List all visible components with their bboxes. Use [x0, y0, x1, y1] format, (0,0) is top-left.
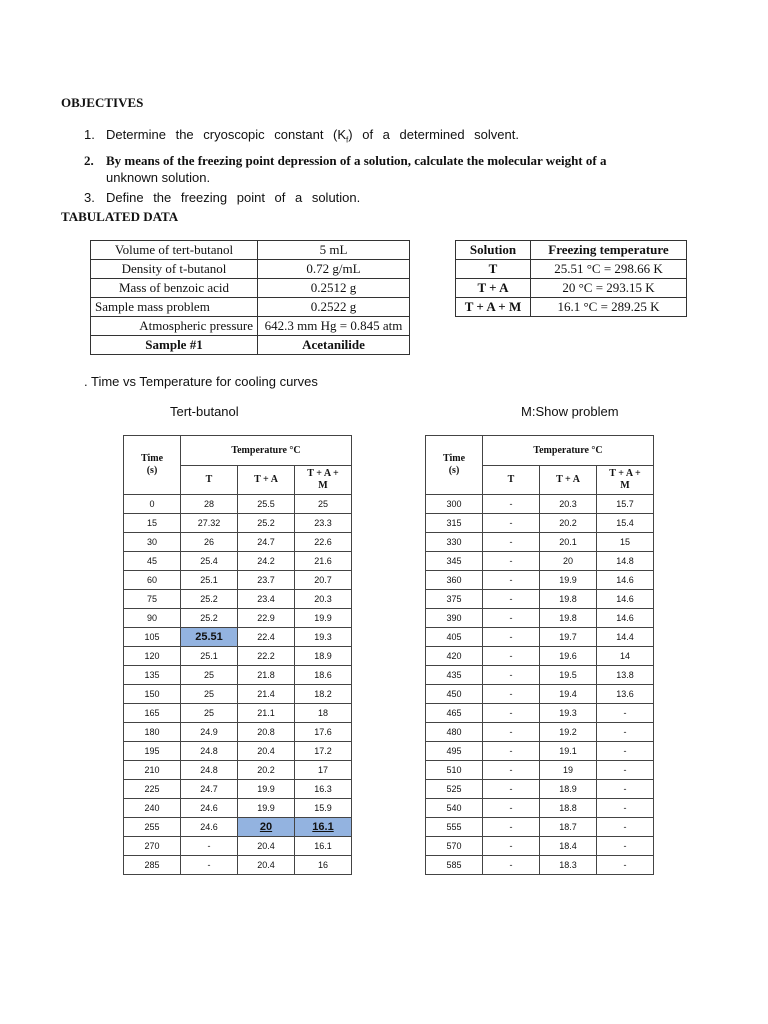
time-header-label: Time — [442, 453, 466, 464]
time-cell: 360 — [426, 571, 483, 590]
t-column-header: T — [181, 466, 238, 495]
tam-cell: 14.6 — [597, 609, 654, 628]
tam-cell: 17.6 — [295, 723, 352, 742]
table-row — [426, 704, 654, 723]
ta-cell: 20 — [238, 818, 295, 837]
table-row — [426, 780, 654, 799]
time-header-unit: (s) — [146, 465, 158, 476]
objective-number: 2. — [84, 152, 94, 168]
table-row — [426, 628, 654, 647]
objective-item-1 — [84, 126, 732, 149]
tam-cell: - — [597, 723, 654, 742]
property-label: Sample mass problem — [91, 298, 258, 317]
time-cell: 75 — [124, 590, 181, 609]
ta-cell: 19.7 — [540, 628, 597, 647]
t-cell: 28 — [181, 495, 238, 514]
tam-cell: 20.7 — [295, 571, 352, 590]
table-row — [124, 495, 352, 514]
t-cell: 25 — [181, 704, 238, 723]
table-row — [124, 571, 352, 590]
ta-cell: 19.2 — [540, 723, 597, 742]
tam-cell: 15 — [597, 533, 654, 552]
t-cell: 24.8 — [181, 761, 238, 780]
time-cell: 555 — [426, 818, 483, 837]
table-row — [426, 495, 654, 514]
objective-item-2 — [84, 152, 732, 186]
time-cell: 165 — [124, 704, 181, 723]
property-label: Sample #1 — [91, 336, 258, 355]
objective-number: 1. — [84, 127, 95, 142]
table-row — [124, 628, 352, 647]
tam-cell: 18.2 — [295, 685, 352, 704]
ta-cell: 21.4 — [238, 685, 295, 704]
ta-cell: 25.5 — [238, 495, 295, 514]
t-cell: 25 — [181, 685, 238, 704]
table-row — [426, 761, 654, 780]
t-cell: - — [483, 742, 540, 761]
t-cell: 26 — [181, 533, 238, 552]
t-cell: 24.6 — [181, 818, 238, 837]
tam-cell: - — [597, 799, 654, 818]
t-cell: 25.2 — [181, 609, 238, 628]
time-cell: 60 — [124, 571, 181, 590]
properties-table — [90, 240, 410, 355]
property-label: Volume of tert-butanol — [91, 241, 258, 260]
time-cell: 585 — [426, 856, 483, 875]
table-row — [456, 260, 687, 279]
t-cell: - — [483, 666, 540, 685]
table-row — [91, 260, 410, 279]
ta-cell: 19.9 — [540, 571, 597, 590]
temperature-header: Temperature °C — [181, 436, 352, 466]
tam-cell: 19.9 — [295, 609, 352, 628]
t-cell: - — [483, 647, 540, 666]
ta-cell: 22.9 — [238, 609, 295, 628]
t-cell: - — [483, 571, 540, 590]
t-cell: - — [483, 780, 540, 799]
ta-cell: 18.4 — [540, 837, 597, 856]
tam-cell: 18.6 — [295, 666, 352, 685]
tam-cell: 15.7 — [597, 495, 654, 514]
table-row — [124, 856, 352, 875]
ta-cell: 24.7 — [238, 533, 295, 552]
property-value: 0.2522 g — [258, 298, 410, 317]
t-cell: 27.32 — [181, 514, 238, 533]
time-cell: 510 — [426, 761, 483, 780]
table-row — [124, 761, 352, 780]
freezing-table — [455, 240, 687, 317]
tam-cell: 25 — [295, 495, 352, 514]
time-header-unit: (s) — [448, 465, 460, 476]
t-cell: - — [181, 856, 238, 875]
table-row — [426, 514, 654, 533]
ta-cell: 18.9 — [540, 780, 597, 799]
t-column-header: T — [483, 466, 540, 495]
t-cell: 24.6 — [181, 799, 238, 818]
tam-cell: 22.6 — [295, 533, 352, 552]
table-row — [426, 799, 654, 818]
time-cell: 45 — [124, 552, 181, 571]
table-row — [426, 609, 654, 628]
ta-cell: 18.8 — [540, 799, 597, 818]
table-row — [124, 514, 352, 533]
time-header-label: Time — [140, 453, 164, 464]
time-cell: 435 — [426, 666, 483, 685]
t-cell: 24.7 — [181, 780, 238, 799]
ta-cell: 25.2 — [238, 514, 295, 533]
time-header — [426, 436, 483, 495]
table-row — [426, 533, 654, 552]
time-cell: 180 — [124, 723, 181, 742]
time-cell: 465 — [426, 704, 483, 723]
solution-cell: T — [456, 260, 531, 279]
solution-cell: T + A — [456, 279, 531, 298]
table-row — [91, 298, 410, 317]
time-cell: 15 — [124, 514, 181, 533]
property-value: 0.72 g/mL — [258, 260, 410, 279]
table-row — [426, 837, 654, 856]
t-cell: - — [181, 837, 238, 856]
tam-cell: 17.2 — [295, 742, 352, 761]
time-cell: 90 — [124, 609, 181, 628]
ta-cell: 24.2 — [238, 552, 295, 571]
left-cooling-table — [123, 435, 352, 875]
ta-cell: 20.4 — [238, 856, 295, 875]
tam-header-line2: M — [620, 480, 630, 491]
t-cell: - — [483, 856, 540, 875]
ta-cell: 21.1 — [238, 704, 295, 723]
objective-text-1b: ) of a determined solvent. — [348, 127, 519, 142]
time-cell: 105 — [124, 628, 181, 647]
ta-cell: 19.5 — [540, 666, 597, 685]
time-cell: 135 — [124, 666, 181, 685]
tam-cell: - — [597, 761, 654, 780]
ta-cell: 20.4 — [238, 837, 295, 856]
time-cell: 300 — [426, 495, 483, 514]
tam-cell: - — [597, 742, 654, 761]
table-row — [426, 590, 654, 609]
time-cell: 345 — [426, 552, 483, 571]
time-cell: 450 — [426, 685, 483, 704]
tam-cell: 19.3 — [295, 628, 352, 647]
t-cell: - — [483, 552, 540, 571]
table-row — [456, 279, 687, 298]
objectives-list — [84, 126, 732, 209]
ta-cell: 18.7 — [540, 818, 597, 837]
table-row — [426, 742, 654, 761]
objective-text-1-sub: f — [346, 135, 349, 145]
tam-cell: - — [597, 704, 654, 723]
table-row — [426, 647, 654, 666]
objective-text-2-cont: unknown solution. — [106, 169, 211, 185]
table-row — [124, 780, 352, 799]
table-row — [124, 666, 352, 685]
property-value: Acetanilide — [258, 336, 410, 355]
table-row — [426, 818, 654, 837]
ta-cell: 20.8 — [238, 723, 295, 742]
table-row — [124, 837, 352, 856]
t-cell: 25.4 — [181, 552, 238, 571]
table-row — [124, 647, 352, 666]
t-cell: 25.2 — [181, 590, 238, 609]
tam-cell: 15.4 — [597, 514, 654, 533]
tam-header-line1: T + A + — [307, 468, 339, 479]
time-cell: 480 — [426, 723, 483, 742]
temperature-cell: 25.51 °C = 298.66 K — [531, 260, 687, 279]
ta-cell: 20.1 — [540, 533, 597, 552]
temperature-cell: 20 °C = 293.15 K — [531, 279, 687, 298]
tam-header-line1: T + A + — [609, 468, 641, 479]
ta-cell: 20 — [540, 552, 597, 571]
ta-cell: 19.6 — [540, 647, 597, 666]
objective-number: 3. — [84, 189, 95, 205]
ta-cell: 23.7 — [238, 571, 295, 590]
ta-cell: 20.2 — [238, 761, 295, 780]
table-row — [124, 609, 352, 628]
t-cell: 24.8 — [181, 742, 238, 761]
time-cell: 285 — [124, 856, 181, 875]
time-cell: 330 — [426, 533, 483, 552]
objective-text-1a: Determine the cryoscopic constant (K — [106, 127, 347, 142]
t-cell: 25.51 — [181, 628, 238, 647]
tam-cell: 16 — [295, 856, 352, 875]
time-cell: 420 — [426, 647, 483, 666]
time-cell: 405 — [426, 628, 483, 647]
t-cell: - — [483, 837, 540, 856]
table-row — [426, 571, 654, 590]
table-row — [124, 723, 352, 742]
table-row — [124, 818, 352, 837]
property-value: 5 mL — [258, 241, 410, 260]
ta-cell: 22.4 — [238, 628, 295, 647]
right-table-body — [426, 495, 654, 875]
ta-cell: 20.3 — [540, 495, 597, 514]
ta-cell: 19.9 — [238, 799, 295, 818]
table-row — [124, 533, 352, 552]
tam-cell: - — [597, 818, 654, 837]
tam-cell: 13.8 — [597, 666, 654, 685]
objective-text-3: Define the freezing point of a solution. — [106, 189, 361, 205]
tam-cell: 18 — [295, 704, 352, 723]
objective-item-3 — [84, 189, 732, 206]
time-cell: 210 — [124, 761, 181, 780]
column-header: Freezing temperature — [531, 241, 687, 260]
ta-cell: 22.2 — [238, 647, 295, 666]
table-row — [91, 279, 410, 298]
tam-cell: 14.8 — [597, 552, 654, 571]
table-row — [91, 336, 410, 355]
t-cell: 24.9 — [181, 723, 238, 742]
time-cell: 525 — [426, 780, 483, 799]
tam-cell: - — [597, 837, 654, 856]
temperature-header: Temperature °C — [483, 436, 654, 466]
time-cell: 390 — [426, 609, 483, 628]
t-cell: - — [483, 590, 540, 609]
ta-cell: 19.9 — [238, 780, 295, 799]
tam-cell: 14.6 — [597, 571, 654, 590]
table-row — [91, 241, 410, 260]
t-cell: - — [483, 495, 540, 514]
tam-header-line2: M — [318, 480, 328, 491]
time-cell: 0 — [124, 495, 181, 514]
ta-cell: 19.8 — [540, 590, 597, 609]
time-cell: 30 — [124, 533, 181, 552]
ta-cell: 19.4 — [540, 685, 597, 704]
t-cell: - — [483, 685, 540, 704]
tam-cell: 17 — [295, 761, 352, 780]
time-cell: 495 — [426, 742, 483, 761]
tam-cell: 14.6 — [597, 590, 654, 609]
tam-cell: 13.6 — [597, 685, 654, 704]
time-cell: 225 — [124, 780, 181, 799]
ta-column-header: T + A — [238, 466, 295, 495]
t-cell: - — [483, 514, 540, 533]
ta-cell: 20.4 — [238, 742, 295, 761]
time-cell: 540 — [426, 799, 483, 818]
right-cooling-table — [425, 435, 654, 875]
ta-column-header: T + A — [540, 466, 597, 495]
table-row — [91, 317, 410, 336]
time-cell: 195 — [124, 742, 181, 761]
table-row — [426, 723, 654, 742]
t-cell: - — [483, 704, 540, 723]
time-cell: 315 — [426, 514, 483, 533]
tam-cell: 14.4 — [597, 628, 654, 647]
property-label: Density of t-butanol — [91, 260, 258, 279]
ta-cell: 19.3 — [540, 704, 597, 723]
tam-cell: - — [597, 780, 654, 799]
time-header — [124, 436, 181, 495]
time-cell: 270 — [124, 837, 181, 856]
table-row — [124, 704, 352, 723]
tam-cell: 20.3 — [295, 590, 352, 609]
time-cell: 240 — [124, 799, 181, 818]
time-cell: 150 — [124, 685, 181, 704]
time-cell: 570 — [426, 837, 483, 856]
objective-text-2: By means of the freezing point depression of a solution, calculate the molecular weight of a — [106, 152, 607, 168]
table-header-row — [124, 436, 352, 466]
tam-cell: 14 — [597, 647, 654, 666]
left-table-body — [124, 495, 352, 875]
t-cell: - — [483, 533, 540, 552]
property-label: Mass of benzoic acid — [91, 279, 258, 298]
tam-cell: - — [597, 856, 654, 875]
t-cell: - — [483, 818, 540, 837]
t-cell: 25.1 — [181, 571, 238, 590]
tam-cell: 23.3 — [295, 514, 352, 533]
tam-cell: 15.9 — [295, 799, 352, 818]
t-cell: - — [483, 628, 540, 647]
table-row — [124, 799, 352, 818]
table-row — [456, 298, 687, 317]
table-row — [124, 590, 352, 609]
property-value: 642.3 mm Hg = 0.845 atm — [258, 317, 410, 336]
objectives-heading: OBJECTIVES — [61, 95, 144, 110]
tam-column-header — [295, 466, 352, 495]
ta-cell: 20.2 — [540, 514, 597, 533]
solution-cell: T + A + M — [456, 298, 531, 317]
tam-cell: 21.6 — [295, 552, 352, 571]
table-row — [426, 552, 654, 571]
tam-cell: 18.9 — [295, 647, 352, 666]
property-value: 0.2512 g — [258, 279, 410, 298]
tabulated-heading: TABULATED DATA — [61, 209, 179, 224]
ta-cell: 18.3 — [540, 856, 597, 875]
cooling-caption: . Time vs Temperature for cooling curves — [84, 374, 318, 389]
t-cell: - — [483, 761, 540, 780]
table-row — [124, 552, 352, 571]
ta-cell: 19 — [540, 761, 597, 780]
table-row — [426, 685, 654, 704]
right-table-title: M:Show problem — [521, 404, 619, 419]
t-cell: 25.1 — [181, 647, 238, 666]
tam-cell: 16.1 — [295, 818, 352, 837]
table-row — [124, 742, 352, 761]
ta-cell: 23.4 — [238, 590, 295, 609]
tam-column-header — [597, 466, 654, 495]
t-cell: - — [483, 799, 540, 818]
table-header-row — [426, 436, 654, 466]
table-row — [124, 685, 352, 704]
t-cell: - — [483, 609, 540, 628]
ta-cell: 19.8 — [540, 609, 597, 628]
left-table-title: Tert-butanol — [170, 404, 239, 419]
table-row — [426, 856, 654, 875]
column-header: Solution — [456, 241, 531, 260]
ta-cell: 19.1 — [540, 742, 597, 761]
table-header-row — [456, 241, 687, 260]
property-label: Atmospheric pressure — [91, 317, 258, 336]
ta-cell: 21.8 — [238, 666, 295, 685]
table-row — [426, 666, 654, 685]
t-cell: 25 — [181, 666, 238, 685]
temperature-cell: 16.1 °C = 289.25 K — [531, 298, 687, 317]
time-cell: 375 — [426, 590, 483, 609]
tam-cell: 16.3 — [295, 780, 352, 799]
t-cell: - — [483, 723, 540, 742]
time-cell: 255 — [124, 818, 181, 837]
time-cell: 120 — [124, 647, 181, 666]
tam-cell: 16.1 — [295, 837, 352, 856]
